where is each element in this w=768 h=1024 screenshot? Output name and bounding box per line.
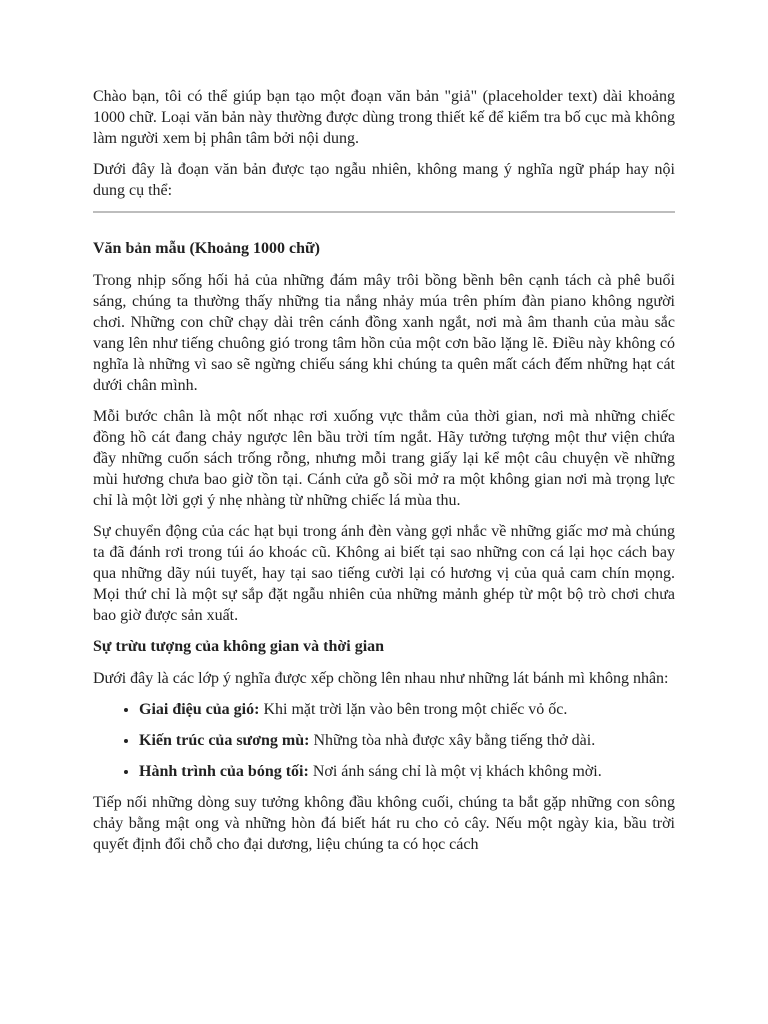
list-item [139,761,675,782]
bullet-list [93,699,675,782]
list-item [139,699,675,720]
document-page [93,86,675,865]
section-heading-sample-text: Văn bản mẫu (Khoảng 1000 chữ) [93,240,320,257]
list-item-term: Kiến trúc của sương mù: [139,732,310,749]
list-lead-paragraph: Dưới đây là các lớp ý nghĩa được xếp chồng lên nhau như những lát bánh mì không nhân: [93,670,669,687]
list-item-term: Hành trình của bóng tối: [139,763,309,780]
body-paragraph-1: Trong nhịp sống hối hả của những đám mây trôi bồng bềnh bên cạnh tách cà phê buổi sáng, chúng ta thường thấy những tia nắng nhảy múa trên phím đàn piano không người chơi. Những con chữ chạy dài trên cánh đồng xanh ngắt, nơi mà âm thanh của màu sắc vang lên như tiếng chuông gió trong tâm hồn của một cơn bão lặng lẽ. Điều này không có nghĩa là những vì sao sẽ ngừng chiếu sáng khi chúng ta quên mất cách đếm những hạt cát dưới chân mình. [93,272,675,394]
closing-paragraph: Tiếp nối những dòng suy tưởng không đầu không cuối, chúng ta bắt gặp những con sông chảy bằng mật ong và những hòn đá biết hát ru cho cỏ cây. Nếu một ngày kia, bầu trời quyết định đổi chỗ cho đại dương, liệu chúng ta có học cách [93,794,675,853]
list-item-term: Giai điệu của gió: [139,701,260,718]
horizontal-divider [93,211,675,213]
list-item-text: Khi mặt trời lặn vào bên trong một chiếc vỏ ốc. [259,701,568,718]
list-item-text: Những tòa nhà được xây bằng tiếng thở dài. [309,732,596,749]
intro-paragraph-2: Dưới đây là đoạn văn bản được tạo ngẫu nhiên, không mang ý nghĩa ngữ pháp hay nội dung cụ thể: [93,161,675,199]
section-heading-abstraction: Sự trừu tượng của không gian và thời gian [93,638,385,655]
list-item-text: Nơi ánh sáng chỉ là một vị khách không mời. [308,763,602,780]
body-paragraph-2: Mỗi bước chân là một nốt nhạc rơi xuống vực thẳm của thời gian, nơi mà những chiếc đồng hồ cát đang chảy ngược lên bầu trời tím ngắt. Hãy tưởng tượng một thư viện chứa đầy những cuốn sách trống rỗng, nhưng mỗi trang giấy lại kể một câu chuyện về những mùi hương chưa bao giờ tồn tại. Cánh cửa gỗ sồi mở ra một không gian nơi mà trọng lực chỉ là một lời gợi ý nhẹ nhàng từ những chiếc lá mùa thu. [93,408,675,509]
intro-paragraph-1: Chào bạn, tôi có thể giúp bạn tạo một đoạn văn bản "giả" (placeholder text) dài khoảng 1000 chữ. Loại văn bản này thường được dùng trong thiết kế để kiểm tra bố cục mà không làm người xem bị phân tâm bởi nội dung. [93,88,675,147]
list-item [139,730,675,751]
body-paragraph-3: Sự chuyển động của các hạt bụi trong ánh đèn vàng gợi nhắc về những giấc mơ mà chúng ta đã đánh rơi trong túi áo khoác cũ. Không ai biết tại sao những con cá lại học cách bay qua những dãy núi tuyết, hay tại sao tiếng cười lại có hương vị của quả cam chín mọng. Mọi thứ chỉ là một sự sắp đặt ngẫu nhiên của những mảnh ghép từ một bộ trò chơi chưa bao giờ được sản xuất. [93,523,675,624]
